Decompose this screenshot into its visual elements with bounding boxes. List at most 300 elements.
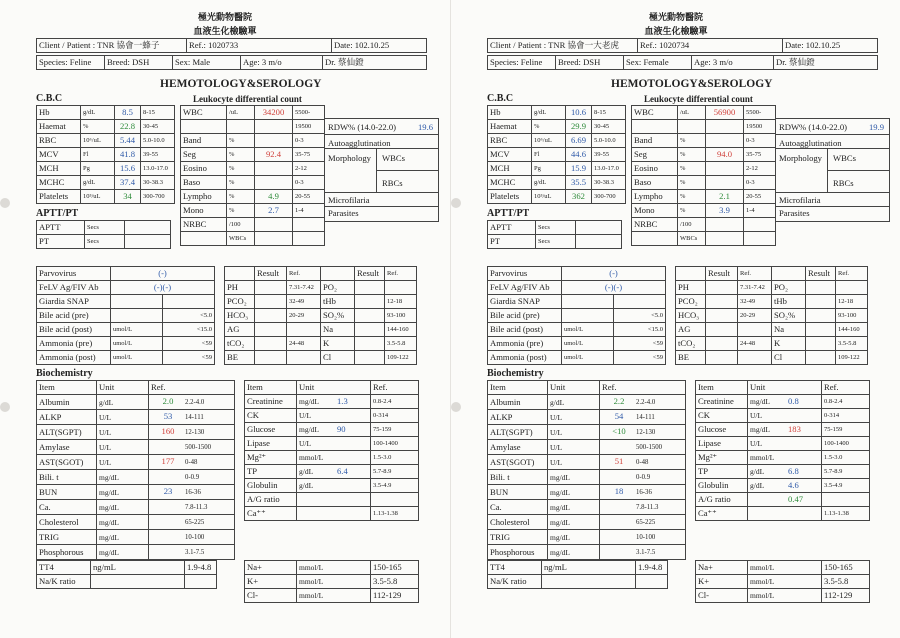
table-cell [806, 323, 836, 337]
gas-item-label: tCO₂ [676, 337, 706, 351]
bio-ref: 0-0.9 [185, 474, 200, 481]
gas-item-label: tHb [321, 295, 355, 309]
table-cell [576, 221, 622, 235]
bio-item-label: Bili. t [37, 470, 97, 485]
table-row [488, 351, 666, 365]
table-row [37, 351, 215, 365]
cbc-item-label: MCHC [488, 176, 532, 190]
leuko-unit: % [227, 176, 255, 190]
bio-unit-value [748, 451, 822, 465]
table-cell [744, 232, 776, 246]
bio-value-ref [149, 515, 235, 530]
bio-ref: 1.13-1.38 [371, 507, 419, 521]
rdw-value: 19.6 [418, 122, 434, 132]
gas-ref: 93-100 [385, 309, 417, 323]
punch-hole [0, 402, 10, 412]
leuko-item-label: Lympho [181, 190, 227, 204]
table-row [181, 120, 325, 134]
aptt-unit: Secs [536, 235, 576, 249]
table-cell [255, 323, 287, 337]
cbc-ref: 8-15 [141, 106, 175, 120]
cbc-unit: Pg [81, 162, 115, 176]
table-row [696, 437, 870, 451]
species-field: Species: Feline [37, 56, 105, 70]
table-row [488, 381, 686, 395]
gas-ref-header: Ref. [738, 267, 772, 281]
leuko-ref: 1-4 [744, 204, 776, 218]
table-row [696, 423, 870, 437]
leuko-ref: 2-12 [744, 162, 776, 176]
gas-ref: 144-160 [836, 323, 868, 337]
gas-item-label: BE [225, 351, 255, 365]
bio-item-label: Ca. [37, 500, 97, 515]
bio-unit-value [297, 465, 371, 479]
bio-value: 0.47 [788, 494, 804, 504]
cbc-unit: Fl [532, 148, 566, 162]
cbc-value: 41.8 [115, 148, 141, 162]
bio-item-label: TRIG [488, 530, 548, 545]
leuko-value [255, 176, 293, 190]
bio-value: 183 [788, 424, 801, 434]
report-sheet-right [450, 0, 900, 638]
bio-unit-value [748, 437, 822, 451]
parasites-label: Parasites [328, 208, 359, 218]
bio-item-label: Amylase [37, 440, 97, 455]
cbc-value: 362 [566, 190, 592, 204]
table-row [696, 409, 870, 423]
bio-value: 54 [614, 411, 624, 421]
table-cell [255, 120, 293, 134]
gas-item-label: PCO₂ [676, 295, 706, 309]
leuko-value: 94.0 [706, 148, 744, 162]
table-row [245, 381, 419, 395]
bio-ref: 500-1500 [636, 444, 663, 451]
leuko-ref: 0-3 [293, 176, 325, 190]
bio-ref: 16-36 [636, 489, 652, 496]
bio-unit: g/dL [299, 467, 314, 476]
table-row [245, 589, 419, 603]
date-field: Date: 102.10.25 [332, 39, 427, 53]
bio-value-ref [600, 395, 686, 410]
table-cell [321, 267, 355, 281]
gas-item-label: HCO₃ [676, 309, 706, 323]
bio-value-ref [149, 395, 235, 410]
cbc-item-label: RBC [488, 134, 532, 148]
table-cell [125, 221, 171, 235]
table-row [245, 437, 419, 451]
bio-item-label: ALKP [37, 410, 97, 425]
gas-item-label: Na [772, 323, 806, 337]
patient-info-table [487, 38, 878, 53]
wbc-ref: 5500- [744, 106, 776, 120]
cbc-value: 37.4 [115, 176, 141, 190]
leuko-item-label: Band [632, 134, 678, 148]
gas-result-header: Result [706, 267, 738, 281]
bio-item-label: AST(SGOT) [37, 455, 97, 470]
parvo-value: (-) [562, 267, 666, 281]
table-row [181, 218, 325, 232]
leukocyte-title: Leukocyte differential count [644, 94, 753, 104]
aptt-table [487, 220, 622, 249]
bio-value-ref [149, 440, 235, 455]
table-row [37, 515, 235, 530]
bio-unit: U/L [548, 440, 600, 455]
table-row [632, 162, 776, 176]
bio-unit: U/L [548, 425, 600, 440]
gas-ref: 24-48 [738, 337, 772, 351]
serology-ref [614, 295, 666, 309]
leuko-item-label: Baso [632, 176, 678, 190]
electrolyte-unit: mmol/L [297, 561, 371, 575]
bio-ref: 16-36 [185, 489, 201, 496]
table-row [632, 190, 776, 204]
table-cell [355, 295, 385, 309]
table-cell [355, 323, 385, 337]
bio-ref: 7.8-11.3 [185, 504, 208, 511]
table-row [488, 309, 666, 323]
table-row [488, 425, 686, 440]
cbc-item-label: MCHC [37, 176, 81, 190]
bio-value: 6.8 [788, 466, 799, 476]
bio-value-ref [600, 500, 686, 515]
client-field: Client / Patient : TNR 協會一蜂子 [37, 39, 187, 53]
cbc-item-label: Platelets [488, 190, 532, 204]
leuko-value [706, 134, 744, 148]
leukocyte-table [180, 105, 325, 246]
cbc-unit: Pg [532, 162, 566, 176]
gas-item-label: tCO₂ [225, 337, 255, 351]
bio-unit-value [297, 409, 371, 423]
bio-value-ref [149, 545, 235, 560]
table-row [37, 485, 235, 500]
table-row [37, 267, 215, 281]
table-cell [806, 281, 836, 295]
bio-unit: U/L [750, 411, 763, 420]
table-row [676, 337, 868, 351]
table-cell [806, 309, 836, 323]
bio-item-label: Mg²⁺ [245, 451, 297, 465]
bio-ref: 10-100 [185, 534, 205, 541]
electrolyte-unit: mmol/L [748, 561, 822, 575]
hematology-title: HEMOTOLOGY&SEROLOGY [160, 78, 322, 90]
bio-item-label: AST(SGOT) [488, 455, 548, 470]
cbc-item-label: Platelets [37, 190, 81, 204]
breed-field: Breed: DSH [556, 56, 624, 70]
table-row [225, 337, 417, 351]
gas-ref [836, 281, 868, 295]
bio-value: 6.4 [337, 466, 348, 476]
table-cell [676, 267, 706, 281]
bio-ref-header: Ref. [822, 381, 870, 395]
cbc-item-label: MCV [37, 148, 81, 162]
table-row [37, 190, 175, 204]
table-row [488, 455, 686, 470]
table-cell [706, 309, 738, 323]
bio-value: <10 [612, 426, 626, 436]
table-row [181, 204, 325, 218]
bio-value-ref [600, 485, 686, 500]
aptt-item-label: PT [488, 235, 536, 249]
gas-item-label: tHb [772, 295, 806, 309]
cbc-ref: 39-55 [141, 148, 175, 162]
table-cell [706, 351, 738, 365]
bio-unit-value [297, 437, 371, 451]
bio-value-ref [149, 455, 235, 470]
bio-item-label: Bili. t [488, 470, 548, 485]
aptt-title: APTT/PT [36, 208, 79, 219]
table-cell [355, 337, 385, 351]
wbc-unit: /uL [227, 106, 255, 120]
biochemistry-title: Biochemistry [36, 368, 93, 379]
table-row [181, 162, 325, 176]
table-row [37, 309, 215, 323]
cbc-item-label: Haemat [488, 120, 532, 134]
leuko-ref: 0-3 [744, 176, 776, 190]
gas-ref: 3.5-5.8 [836, 337, 868, 351]
bio-value-ref [149, 410, 235, 425]
leuko-value [706, 162, 744, 176]
table-row [696, 507, 870, 521]
bio-unit-value [297, 395, 371, 409]
serology-ref: <5.0 [163, 309, 215, 323]
table-row [37, 395, 235, 410]
bio-item-label: BUN [37, 485, 97, 500]
bio-unit-value [297, 423, 371, 437]
bio-value-ref [600, 440, 686, 455]
bio-unit: mmol/L [299, 453, 324, 462]
bio-unit-value [297, 479, 371, 493]
table-cell [706, 218, 744, 232]
leuko-item-label: Baso [181, 176, 227, 190]
date-value: 102.10.25 [805, 40, 841, 50]
leuko-unit: % [227, 204, 255, 218]
bio-item-label: Globulin [245, 479, 297, 493]
bio-item-label: Ca⁺⁺ [245, 507, 297, 521]
serology-ref: <59 [163, 337, 215, 351]
leuko-value [706, 176, 744, 190]
table-row [488, 485, 686, 500]
serology-ref: <59 [163, 351, 215, 365]
electrolyte-label: Cl- [696, 589, 748, 603]
table-row [225, 281, 417, 295]
leuko-ref: 0-3 [293, 134, 325, 148]
serology-table [36, 266, 215, 365]
bio-value-ref [600, 410, 686, 425]
table-row [37, 120, 175, 134]
date-field: Date: 102.10.25 [783, 39, 878, 53]
table-row [676, 295, 868, 309]
table-row [245, 465, 419, 479]
table-row [488, 515, 686, 530]
bio-unit-value [748, 423, 822, 437]
tt4-table [36, 560, 217, 589]
date-value: 102.10.25 [354, 40, 390, 50]
bio-ref: 7.8-11.3 [636, 504, 659, 511]
bio-ref: 0-0.9 [636, 474, 651, 481]
serology-item-label: FeLV Ag/FIV Ab [488, 281, 562, 295]
leuko-ref: 35-75 [744, 148, 776, 162]
nak-ratio-label: Na/K ratio [37, 575, 91, 589]
table-row [488, 323, 666, 337]
cbc-title: C.B.C [36, 93, 63, 104]
table-row [181, 134, 325, 148]
table-row [696, 479, 870, 493]
leuko-value: 2.1 [706, 190, 744, 204]
electrolyte-ref: 3.5-5.8 [371, 575, 419, 589]
cbc-value: 34 [115, 190, 141, 204]
leuko-unit: % [227, 162, 255, 176]
bio-item-label: Globulin [696, 479, 748, 493]
table-row [488, 395, 686, 410]
table-row [37, 381, 235, 395]
gas-ref-header: Ref. [287, 267, 321, 281]
serology-ref: <5.0 [614, 309, 666, 323]
table-cell [227, 120, 255, 134]
bio-unit: mg/dL [548, 470, 600, 485]
bio-ref: 0.8-2.4 [822, 395, 870, 409]
cbc-value: 44.6 [566, 148, 592, 162]
table-row [37, 106, 175, 120]
cbc-unit: 10³/uL [81, 190, 115, 204]
bio-item-label: Glucose [245, 423, 297, 437]
bio-unit-value [748, 465, 822, 479]
table-cell [181, 232, 227, 246]
gas-item-label: PO₂ [772, 281, 806, 295]
table-row [37, 500, 235, 515]
bio-unit: U/L [97, 440, 149, 455]
bio-value: 1.3 [337, 396, 348, 406]
table-cell [125, 235, 171, 249]
patient-detail-table [36, 55, 427, 70]
electrolyte-ref: 112-129 [822, 589, 870, 603]
tt4-label: TT4 [37, 561, 91, 575]
serology-item-label: Ammonia (pre) [37, 337, 111, 351]
gas-item-label: SO₂% [321, 309, 355, 323]
table-row [488, 281, 666, 295]
electrolyte-table [244, 560, 419, 603]
wbc-value: 56900 [706, 106, 744, 120]
gas-result-header: Result [806, 267, 836, 281]
autoagglutination-label: Autoagglutination [328, 138, 391, 148]
punch-hole [451, 402, 461, 412]
bio-unit: g/dL [97, 395, 149, 410]
bio-ref: 100-1400 [371, 437, 419, 451]
table-cell [706, 281, 738, 295]
table-cell [706, 323, 738, 337]
tt4-label: TT4 [488, 561, 542, 575]
gas-ref: 7.31-7.42 [287, 281, 321, 295]
cbc-table [36, 105, 175, 204]
bio-item-label: CK [245, 409, 297, 423]
leukocyte-table [631, 105, 776, 246]
table-row [37, 455, 235, 470]
aptt-item-label: APTT [37, 221, 85, 235]
table-row [488, 176, 626, 190]
nak-ratio-label: Na/K ratio [488, 575, 542, 589]
gas-item-label: Na [321, 323, 355, 337]
table-cell [706, 120, 744, 134]
hospital-name: 極光動物醫院 [197, 12, 252, 22]
cbc-item-label: MCH [488, 162, 532, 176]
bio-unit: mg/dL [548, 530, 600, 545]
bio-item-header: Item [696, 381, 748, 395]
table-cell [255, 337, 287, 351]
gas-ref: 32-49 [738, 295, 772, 309]
bio-value: 18 [614, 486, 624, 496]
bio-value-ref [149, 470, 235, 485]
leuko-item-label: Eosino [632, 162, 678, 176]
table-row [37, 425, 235, 440]
bio-value: 51 [614, 456, 624, 466]
leuko-item-label: Band [181, 134, 227, 148]
cbc-unit: 10⁶/uL [81, 134, 115, 148]
table-row [37, 470, 235, 485]
bio-unit: mg/dL [548, 515, 600, 530]
wbc-value: 34200 [255, 106, 293, 120]
bio-unit: mg/dL [97, 485, 149, 500]
ref-value: 1020734 [659, 40, 690, 50]
serology-item-label: Bile acid (pre) [488, 309, 562, 323]
microfilaria-label: Microfilaria [328, 195, 370, 205]
table-row [37, 176, 175, 190]
client-value: TNR 協會一蜂子 [97, 40, 160, 50]
bio-unit: mg/dL [548, 545, 600, 560]
aptt-unit: Secs [85, 235, 125, 249]
table-row [632, 134, 776, 148]
table-row [245, 423, 419, 437]
bio-unit-value [748, 395, 822, 409]
bio-item-label: ALT(SGPT) [37, 425, 97, 440]
serology-unit: umol/L [562, 323, 614, 337]
table-row [632, 218, 776, 232]
cbc-ref: 300-700 [141, 190, 175, 204]
bio-ref [822, 493, 870, 507]
cbc-unit: % [81, 120, 115, 134]
wbc-unit: /uL [678, 106, 706, 120]
bio-item-label: Lipase [245, 437, 297, 451]
table-row [632, 148, 776, 162]
cbc-unit: 10³/uL [532, 190, 566, 204]
bio-item-label: Cholesterol [488, 515, 548, 530]
bio-ref: 100-1400 [822, 437, 870, 451]
gas-item-label: AG [225, 323, 255, 337]
table-row [488, 470, 686, 485]
table-row [488, 134, 626, 148]
serology-unit [111, 295, 163, 309]
cbc-ref: 30-45 [141, 120, 175, 134]
blood-gas-table [675, 266, 868, 365]
gas-item-label: Cl [772, 351, 806, 365]
leukocyte-title: Leukocyte differential count [193, 94, 302, 104]
bio-ref: 0-48 [636, 459, 649, 466]
table-cell [632, 232, 678, 246]
gas-ref: 20-29 [738, 309, 772, 323]
punch-hole [451, 198, 461, 208]
cbc-value: 22.8 [115, 120, 141, 134]
bio-ref: 3.1-7.5 [185, 549, 205, 556]
bio-ref: 12-130 [636, 429, 656, 436]
table-row [488, 295, 666, 309]
rdw-value: 19.9 [869, 122, 885, 132]
electrolyte-label: Cl- [245, 589, 297, 603]
patient-info-table [36, 38, 427, 53]
gas-item-label: PO₂ [321, 281, 355, 295]
bio-item-label: A/G ratio [245, 493, 297, 507]
bio-item-header: Item [488, 381, 548, 395]
bio-unit-value [748, 409, 822, 423]
table-row [488, 500, 686, 515]
gas-ref: 109-122 [385, 351, 417, 365]
